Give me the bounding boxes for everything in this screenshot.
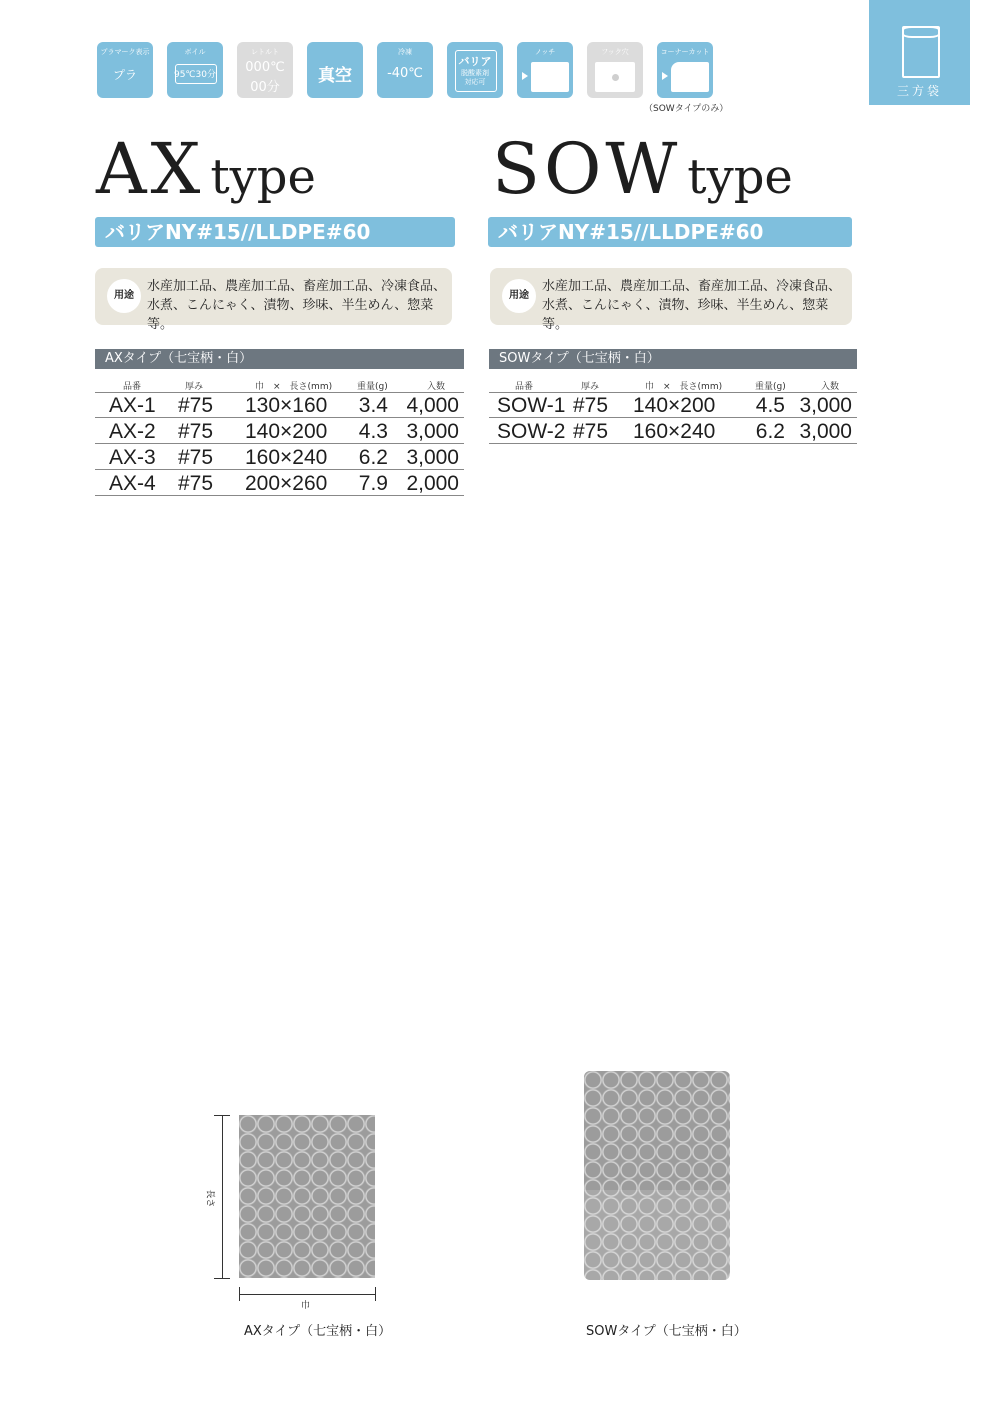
ax-usage-line: 水煮、こんにゃく、漬物、珍味、半生めん、惣菜等。 <box>147 298 434 332</box>
plamark-icon: プラマーク表示 プラ <box>97 42 153 98</box>
hook-hole-icon: フック穴 <box>587 42 643 98</box>
boil-icon: ボイル 95℃30分 <box>167 42 223 98</box>
ax-table-header: 品番 厚み 巾 × 長さ(mm) 重量(g) 入数 <box>95 376 464 393</box>
sow-sample-label: SOWタイプ（七宝柄・白） <box>586 1324 747 1339</box>
sow-table-title: SOWタイプ（七宝柄・白） <box>489 349 857 369</box>
vacuum-icon: 真空 <box>307 42 363 98</box>
sow-table-header: 品番 厚み 巾 × 長さ(mm) 重量(g) 入数 <box>489 376 857 393</box>
cell-code: AX-1 <box>109 394 156 417</box>
cell-qty: 2,000 <box>406 472 459 495</box>
cell-qty: 3,000 <box>406 446 459 469</box>
cell-thickness: #75 <box>573 420 609 443</box>
cell-weight: 4.3 <box>358 420 388 443</box>
barrier-icon: バリア 脱酸素剤 対応可 <box>447 42 503 98</box>
ax-usage-line: 水産加工品、農産加工品、畜産加工品、冷凍食品、 <box>147 279 447 294</box>
cell-qty: 3,000 <box>406 420 459 443</box>
pouch-icon <box>902 26 940 78</box>
cell-size: 140×200 <box>633 394 716 417</box>
cell-thickness: #75 <box>178 394 214 417</box>
freeze-icon: 冷凍 -40℃ <box>377 42 433 98</box>
cell-size: 160×240 <box>633 420 716 443</box>
length-dimension-line <box>222 1115 223 1278</box>
cell-size: 160×240 <box>245 446 328 469</box>
corner-cut-note: （SOWタイプのみ） <box>644 104 729 114</box>
ax-usage-box <box>95 268 452 332</box>
table-row <box>95 445 464 470</box>
cell-weight: 4.5 <box>755 394 785 417</box>
length-label: 長さ <box>204 1189 215 1208</box>
width-label: 巾 <box>301 1301 311 1311</box>
cell-weight: 3.4 <box>358 394 388 417</box>
cell-thickness: #75 <box>178 472 214 495</box>
ax-usage-label: 用途 <box>107 279 141 313</box>
cell-code: AX-2 <box>109 420 156 443</box>
cell-size: 140×200 <box>245 420 328 443</box>
table-row <box>489 419 857 444</box>
cell-weight: 7.9 <box>358 472 388 495</box>
ax-sample-image <box>239 1115 375 1278</box>
cell-thickness: #75 <box>573 394 609 417</box>
ax-sample-label: AXタイプ（七宝柄・白） <box>244 1324 392 1339</box>
ax-material-bar: バリアNY#15//LLDPE#60 <box>95 217 455 247</box>
cell-qty: 3,000 <box>799 420 852 443</box>
table-row <box>95 393 464 418</box>
cell-code: SOW-1 <box>497 394 566 417</box>
table-row <box>95 471 464 496</box>
cell-size: 200×260 <box>245 472 328 495</box>
sow-usage-label: 用途 <box>502 279 536 313</box>
cell-code: SOW-2 <box>497 420 566 443</box>
notch-icon: ノッチ <box>517 42 573 98</box>
table-row <box>489 393 857 418</box>
sow-material-bar: バリアNY#15//LLDPE#60 <box>488 217 852 247</box>
retort-icon: レトルト 000℃ 00分 <box>237 42 293 98</box>
cell-code: AX-3 <box>109 446 156 469</box>
ax-table-title: AXタイプ（七宝柄・白） <box>95 349 464 369</box>
sow-usage-line: 水産加工品、農産加工品、畜産加工品、冷凍食品、 <box>542 279 842 294</box>
cell-thickness: #75 <box>178 420 214 443</box>
corner-cut-icon: コーナーカット <box>657 42 713 98</box>
sow-usage-line: 水煮、こんにゃく、漬物、珍味、半生めん、惣菜等。 <box>542 298 829 332</box>
table-row <box>95 419 464 444</box>
cell-weight: 6.2 <box>358 446 388 469</box>
sow-usage-box <box>490 268 852 332</box>
cell-size: 130×160 <box>245 394 328 417</box>
sow-title: SOW type <box>492 128 793 210</box>
cell-weight: 6.2 <box>755 420 785 443</box>
ax-title: AX type <box>96 128 316 210</box>
cell-code: AX-4 <box>109 472 156 495</box>
width-dimension-line <box>239 1294 375 1295</box>
cell-thickness: #75 <box>178 446 214 469</box>
category-tab <box>869 0 970 105</box>
cell-qty: 3,000 <box>799 394 852 417</box>
cell-qty: 4,000 <box>406 394 459 417</box>
category-label: 三方袋 <box>896 84 942 98</box>
